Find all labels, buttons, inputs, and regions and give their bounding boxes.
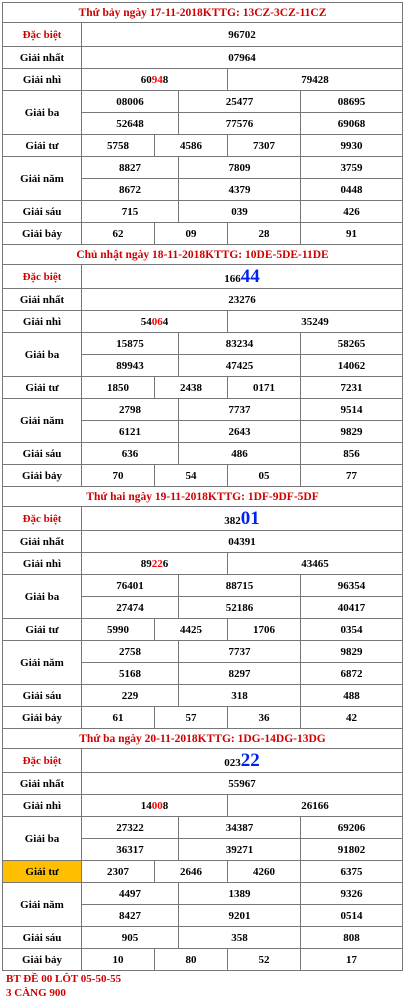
third-value: 91802 — [301, 839, 403, 861]
second-a-prefix: 54 — [140, 315, 152, 328]
fifth-value: 8672 — [82, 179, 179, 201]
third-value: 52648 — [82, 113, 179, 135]
day-header-row — [3, 3, 403, 23]
special-prefix: 96702 — [228, 28, 256, 41]
fourth-value: 7231 — [301, 377, 403, 399]
label-sixth: Giải sáu — [3, 927, 82, 949]
fifth-value: 7737 — [179, 399, 301, 421]
label-seventh: Giải bảy — [3, 223, 82, 245]
day-header-row — [3, 487, 403, 507]
label-fourth: Giải tư — [3, 135, 82, 157]
prize-2-row — [3, 553, 403, 575]
label-first: Giải nhất — [3, 47, 82, 69]
second-a-prefix: 60 — [140, 73, 152, 86]
footer-line-1: BT ĐỀ 00 LÔT 05-50-55 — [6, 973, 122, 985]
third-value: 58265 — [301, 333, 403, 355]
label-first: Giải nhất — [3, 531, 82, 553]
label-third: Giải ba — [3, 333, 82, 377]
seventh-value: 62 — [82, 223, 155, 245]
prize-4-row — [3, 619, 403, 641]
results-table — [2, 2, 403, 971]
sixth-value: 636 — [82, 443, 179, 465]
fourth-value: 4260 — [228, 861, 301, 883]
day-title: Chủ nhật ngày 18-11-2018KTTG: 10DE-5DE-11DE — [3, 245, 403, 265]
prize-1-row — [3, 289, 403, 311]
third-value: 88715 — [179, 575, 301, 597]
prize-special-row — [3, 749, 403, 773]
special-prefix: 382 — [224, 514, 241, 527]
special-prefix: 023 — [224, 756, 241, 769]
fifth-value: 2643 — [179, 421, 301, 443]
second-value-b: 43465 — [228, 553, 403, 575]
seventh-value: 52 — [228, 949, 301, 971]
prize-5-row — [3, 641, 403, 663]
seventh-value: 54 — [155, 465, 228, 487]
sixth-value: 715 — [82, 201, 179, 223]
fifth-value: 2798 — [82, 399, 179, 421]
prize-1-row — [3, 773, 403, 795]
third-value: 36317 — [82, 839, 179, 861]
seventh-value: 10 — [82, 949, 155, 971]
label-seventh: Giải bảy — [3, 707, 82, 729]
prize-2-row — [3, 795, 403, 817]
seventh-value: 77 — [301, 465, 403, 487]
fifth-value: 2758 — [82, 641, 179, 663]
fifth-value: 3759 — [301, 157, 403, 179]
seventh-value: 61 — [82, 707, 155, 729]
sixth-value: 486 — [179, 443, 301, 465]
fourth-value: 5758 — [82, 135, 155, 157]
prize-3-row — [3, 575, 403, 597]
second-a-highlight: 94 — [151, 73, 163, 86]
results-container — [2, 2, 402, 971]
second-a-suffix: 6 — [162, 557, 169, 570]
fifth-value: 9514 — [301, 399, 403, 421]
special-value — [82, 23, 403, 47]
seventh-value: 05 — [228, 465, 301, 487]
second-a-highlight: 22 — [151, 557, 163, 570]
seventh-value: 17 — [301, 949, 403, 971]
fourth-value: 0354 — [301, 619, 403, 641]
second-value-b: 26166 — [228, 795, 403, 817]
third-value: 69206 — [301, 817, 403, 839]
fifth-value: 7809 — [179, 157, 301, 179]
seventh-value: 70 — [82, 465, 155, 487]
fifth-value: 9326 — [301, 883, 403, 905]
fifth-value: 1389 — [179, 883, 301, 905]
prize-6-row — [3, 201, 403, 223]
footer-line-2: 3 CÀNG 900 — [6, 987, 66, 999]
third-value: 47425 — [179, 355, 301, 377]
special-tail: 44 — [240, 265, 260, 287]
second-a-highlight: 00 — [151, 799, 163, 812]
sixth-value: 318 — [179, 685, 301, 707]
third-value: 14062 — [301, 355, 403, 377]
second-a-prefix: 14 — [140, 799, 152, 812]
prize-7-row — [3, 949, 403, 971]
label-second: Giải nhì — [3, 553, 82, 575]
first-value: 07964 — [82, 47, 403, 69]
label-special: Đặc biệt — [3, 23, 82, 47]
third-value: 83234 — [179, 333, 301, 355]
prize-6-row — [3, 443, 403, 465]
prize-5-row — [3, 883, 403, 905]
special-tail: 01 — [240, 507, 260, 529]
prize-7-row — [3, 707, 403, 729]
seventh-value: 09 — [155, 223, 228, 245]
label-third: Giải ba — [3, 575, 82, 619]
fifth-value: 4497 — [82, 883, 179, 905]
third-value: 08006 — [82, 91, 179, 113]
second-value-a — [82, 553, 228, 575]
label-special: Đặc biệt — [3, 265, 82, 289]
day-title: Thứ bảy ngày 17-11-2018KTTG: 13CZ-3CZ-11CZ — [3, 3, 403, 23]
special-tail: 22 — [240, 749, 260, 771]
prize-7-row — [3, 223, 403, 245]
day-header-row — [3, 245, 403, 265]
first-value: 55967 — [82, 773, 403, 795]
seventh-value: 57 — [155, 707, 228, 729]
seventh-value: 36 — [228, 707, 301, 729]
fifth-value: 9829 — [301, 641, 403, 663]
prize-1-row — [3, 531, 403, 553]
prize-6-row — [3, 927, 403, 949]
special-prefix: 166 — [224, 272, 241, 285]
label-fourth: Giải tư — [3, 377, 82, 399]
third-value: 27474 — [82, 597, 179, 619]
second-a-prefix: 89 — [140, 557, 152, 570]
special-value — [82, 507, 403, 531]
label-third: Giải ba — [3, 817, 82, 861]
third-value: 77576 — [179, 113, 301, 135]
second-value-a — [82, 795, 228, 817]
seventh-value: 80 — [155, 949, 228, 971]
label-fifth: Giải năm — [3, 157, 82, 201]
third-value: 40417 — [301, 597, 403, 619]
sixth-value: 488 — [301, 685, 403, 707]
third-value: 27322 — [82, 817, 179, 839]
label-second: Giải nhì — [3, 69, 82, 91]
fourth-value: 6375 — [301, 861, 403, 883]
label-sixth: Giải sáu — [3, 443, 82, 465]
fifth-value: 8827 — [82, 157, 179, 179]
day-header-row — [3, 729, 403, 749]
prize-4-row — [3, 861, 403, 883]
third-value: 25477 — [179, 91, 301, 113]
label-second: Giải nhì — [3, 795, 82, 817]
fifth-value: 0448 — [301, 179, 403, 201]
third-value: 76401 — [82, 575, 179, 597]
label-special: Đặc biệt — [3, 749, 82, 773]
label-fourth: Giải tư — [3, 861, 82, 883]
day-title: Thứ ba ngày 20-11-2018KTTG: 1DG-14DG-13DG — [3, 729, 403, 749]
footer-note — [6, 972, 121, 1000]
label-fourth: Giải tư — [3, 619, 82, 641]
prize-1-row — [3, 47, 403, 69]
prize-5-row — [3, 399, 403, 421]
label-fifth: Giải năm — [3, 399, 82, 443]
fifth-value: 8427 — [82, 905, 179, 927]
prize-special-row — [3, 507, 403, 531]
third-value: 15875 — [82, 333, 179, 355]
label-sixth: Giải sáu — [3, 685, 82, 707]
second-a-suffix: 4 — [162, 315, 169, 328]
third-value: 52186 — [179, 597, 301, 619]
label-special: Đặc biệt — [3, 507, 82, 531]
fifth-value: 4379 — [179, 179, 301, 201]
fourth-value: 4425 — [155, 619, 228, 641]
seventh-value: 28 — [228, 223, 301, 245]
fifth-value: 9201 — [179, 905, 301, 927]
label-first: Giải nhất — [3, 773, 82, 795]
second-value-a — [82, 311, 228, 333]
sixth-value: 905 — [82, 927, 179, 949]
label-first: Giải nhất — [3, 289, 82, 311]
fourth-value: 1706 — [228, 619, 301, 641]
sixth-value: 808 — [301, 927, 403, 949]
fifth-value: 6121 — [82, 421, 179, 443]
fifth-value: 7737 — [179, 641, 301, 663]
prize-5-row — [3, 157, 403, 179]
day-title: Thứ hai ngày 19-11-2018KTTG: 1DF-9DF-5DF — [3, 487, 403, 507]
third-value: 39271 — [179, 839, 301, 861]
third-value: 34387 — [179, 817, 301, 839]
label-third: Giải ba — [3, 91, 82, 135]
second-value-b: 35249 — [228, 311, 403, 333]
sixth-value: 039 — [179, 201, 301, 223]
prize-3-row — [3, 333, 403, 355]
fourth-value: 1850 — [82, 377, 155, 399]
third-value: 08695 — [301, 91, 403, 113]
prize-special-row — [3, 265, 403, 289]
fourth-value: 0171 — [228, 377, 301, 399]
special-value — [82, 749, 403, 773]
fourth-value: 5990 — [82, 619, 155, 641]
second-value-a — [82, 69, 228, 91]
special-value — [82, 265, 403, 289]
prize-3-row — [3, 817, 403, 839]
first-value: 23276 — [82, 289, 403, 311]
prize-2-row — [3, 69, 403, 91]
second-a-highlight: 06 — [151, 315, 163, 328]
label-sixth: Giải sáu — [3, 201, 82, 223]
fourth-value: 2438 — [155, 377, 228, 399]
fifth-value: 0514 — [301, 905, 403, 927]
label-fifth: Giải năm — [3, 883, 82, 927]
seventh-value: 91 — [301, 223, 403, 245]
fifth-value: 6872 — [301, 663, 403, 685]
label-fifth: Giải năm — [3, 641, 82, 685]
fourth-value: 2646 — [155, 861, 228, 883]
fifth-value: 8297 — [179, 663, 301, 685]
label-second: Giải nhì — [3, 311, 82, 333]
second-a-suffix: 8 — [162, 73, 169, 86]
fifth-value: 5168 — [82, 663, 179, 685]
prize-4-row — [3, 377, 403, 399]
prize-3-row — [3, 91, 403, 113]
label-seventh: Giải bảy — [3, 949, 82, 971]
third-value: 89943 — [82, 355, 179, 377]
fourth-value: 4586 — [155, 135, 228, 157]
fourth-value: 2307 — [82, 861, 155, 883]
sixth-value: 426 — [301, 201, 403, 223]
second-value-b: 79428 — [228, 69, 403, 91]
fifth-value: 9829 — [301, 421, 403, 443]
sixth-value: 358 — [179, 927, 301, 949]
prize-7-row — [3, 465, 403, 487]
fourth-value: 7307 — [228, 135, 301, 157]
seventh-value: 42 — [301, 707, 403, 729]
results-body — [3, 3, 403, 971]
sixth-value: 856 — [301, 443, 403, 465]
prize-4-row — [3, 135, 403, 157]
sixth-value: 229 — [82, 685, 179, 707]
second-a-suffix: 8 — [162, 799, 169, 812]
prize-2-row — [3, 311, 403, 333]
prize-special-row — [3, 23, 403, 47]
first-value: 04391 — [82, 531, 403, 553]
prize-6-row — [3, 685, 403, 707]
third-value: 69068 — [301, 113, 403, 135]
fourth-value: 9930 — [301, 135, 403, 157]
label-seventh: Giải bảy — [3, 465, 82, 487]
third-value: 96354 — [301, 575, 403, 597]
